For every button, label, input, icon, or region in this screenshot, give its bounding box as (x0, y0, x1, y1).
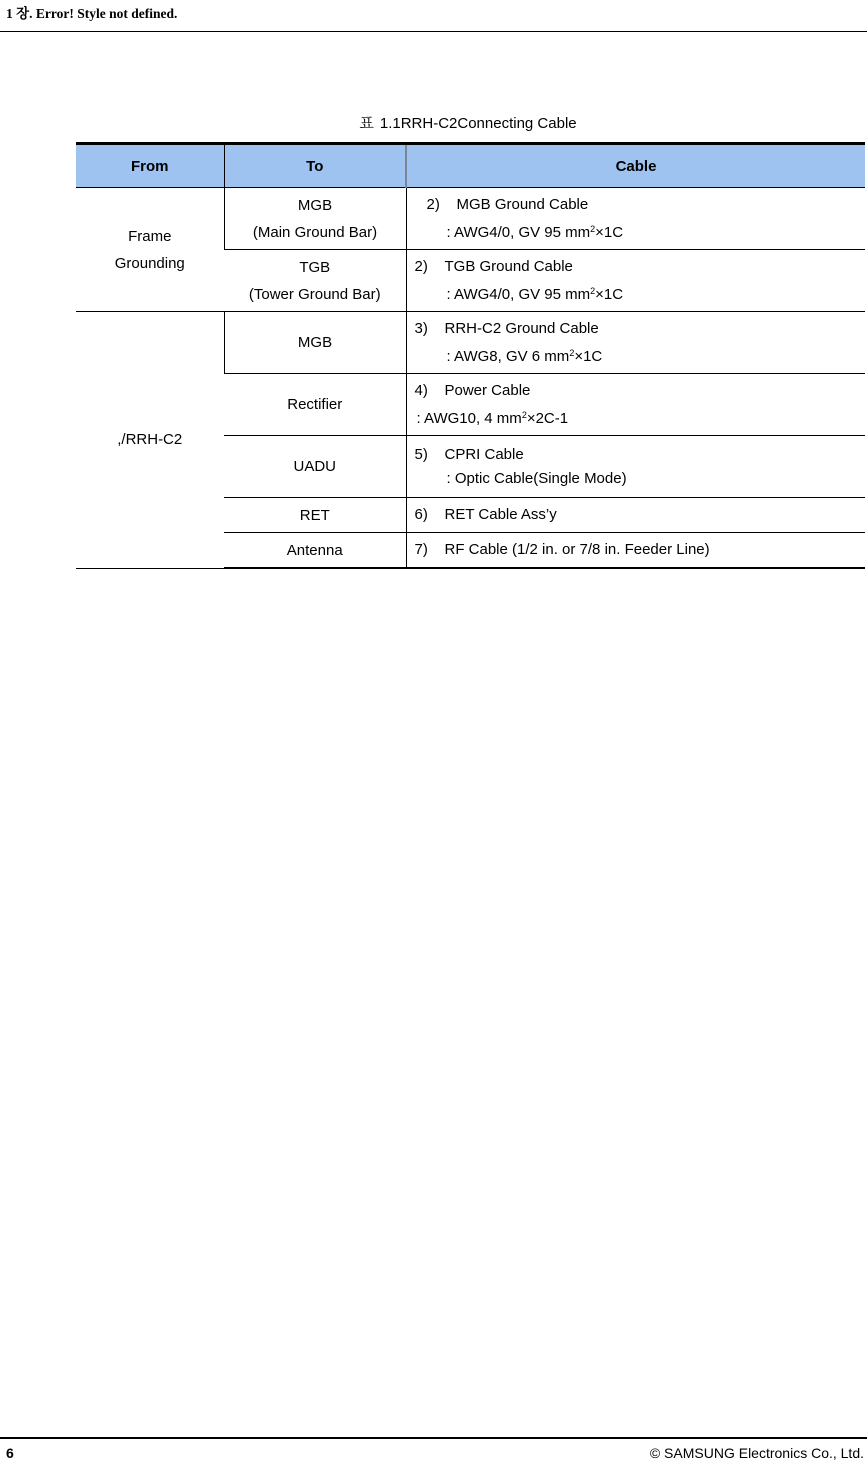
table-caption (0, 112, 867, 133)
copyright-notice: © SAMSUNG Electronics Co., Ltd. (649, 1445, 864, 1461)
chapter-title: Error! Style not defined. (35, 6, 178, 21)
to-line: Antenna (286, 541, 343, 559)
cable-spec-suffix: ×2C-1 (526, 409, 569, 427)
from-cell-frame-grounding (76, 188, 224, 312)
cable-cell (406, 374, 865, 436)
to-line: RET (299, 506, 330, 524)
footer-divider (0, 1437, 867, 1439)
to-line: MGB (297, 334, 333, 351)
cable-name: RF Cable (1/2 in. or 7/8 in. Feeder Line) (444, 541, 710, 558)
item-number: 5) (414, 445, 428, 463)
cable-name: RET Cable Ass’y (444, 506, 557, 523)
to-cell (224, 498, 406, 533)
to-cell (224, 436, 406, 498)
cable-spec: : AWG10, 4 mm (416, 409, 522, 427)
item-number: 4) (414, 381, 428, 399)
superscript: 2 (590, 223, 596, 234)
to-cell (224, 250, 406, 312)
page-number: 6 (6, 1445, 14, 1461)
table-header-row (76, 144, 865, 188)
cable-cell (406, 188, 865, 250)
to-line: UADU (293, 458, 336, 475)
cable-name: CPRI Cable (444, 445, 524, 463)
cable-cell (406, 312, 865, 374)
cable-cell (406, 533, 865, 569)
running-header (6, 2, 177, 22)
from-line: Grounding (114, 254, 185, 272)
to-line: (Main Ground Bar) (252, 223, 378, 241)
cable-name: RRH-C2 Ground Cable (444, 319, 599, 337)
column-header-to: To (224, 144, 406, 188)
to-cell (224, 374, 406, 436)
cable-cell (406, 436, 865, 498)
cable-spec: : AWG4/0, GV 95 mm (446, 223, 591, 241)
cable-cell (406, 250, 865, 312)
item-number: 3) (414, 319, 428, 337)
from-line: ,/RRH-C2 (117, 431, 183, 449)
connecting-cable-table (76, 142, 865, 569)
chapter-prefix: 1 장. (6, 6, 33, 21)
caption-prefix: 표 (359, 115, 374, 132)
to-cell (224, 188, 406, 250)
from-line: Frame (128, 227, 172, 245)
caption-text: 1.1RRH-C2Connecting Cable (379, 115, 577, 132)
cable-spec-suffix: ×1C (595, 223, 624, 241)
cable-spec: : AWG8, GV 6 mm (446, 347, 570, 365)
to-line: MGB (297, 196, 333, 214)
to-cell (224, 312, 406, 374)
to-line: (Tower Ground Bar) (248, 285, 381, 303)
item-number: 6) (414, 506, 428, 523)
column-header-from: From (76, 144, 224, 188)
cable-cell (406, 498, 865, 533)
to-cell (224, 533, 406, 569)
superscript: 2 (569, 347, 575, 358)
item-number: 2) (426, 195, 440, 213)
header-divider (0, 31, 867, 32)
item-number: 7) (414, 541, 428, 558)
table-row (76, 312, 865, 374)
cable-spec: : Optic Cable(Single Mode) (446, 469, 627, 487)
to-line: TGB (299, 258, 331, 276)
item-number: 2) (414, 257, 428, 275)
cable-spec-suffix: ×1C (574, 347, 603, 365)
superscript: 2 (590, 285, 596, 296)
superscript: 2 (521, 409, 527, 420)
cable-name: TGB Ground Cable (444, 257, 573, 275)
cable-spec: : AWG4/0, GV 95 mm (446, 285, 591, 303)
cable-spec-suffix: ×1C (595, 285, 624, 303)
to-line: Rectifier (287, 396, 343, 413)
column-header-cable: Cable (406, 144, 865, 188)
table-row (76, 188, 865, 250)
cable-name: Power Cable (444, 381, 531, 399)
cable-name: MGB Ground Cable (456, 195, 589, 213)
from-cell-rrh-c2 (76, 312, 224, 569)
